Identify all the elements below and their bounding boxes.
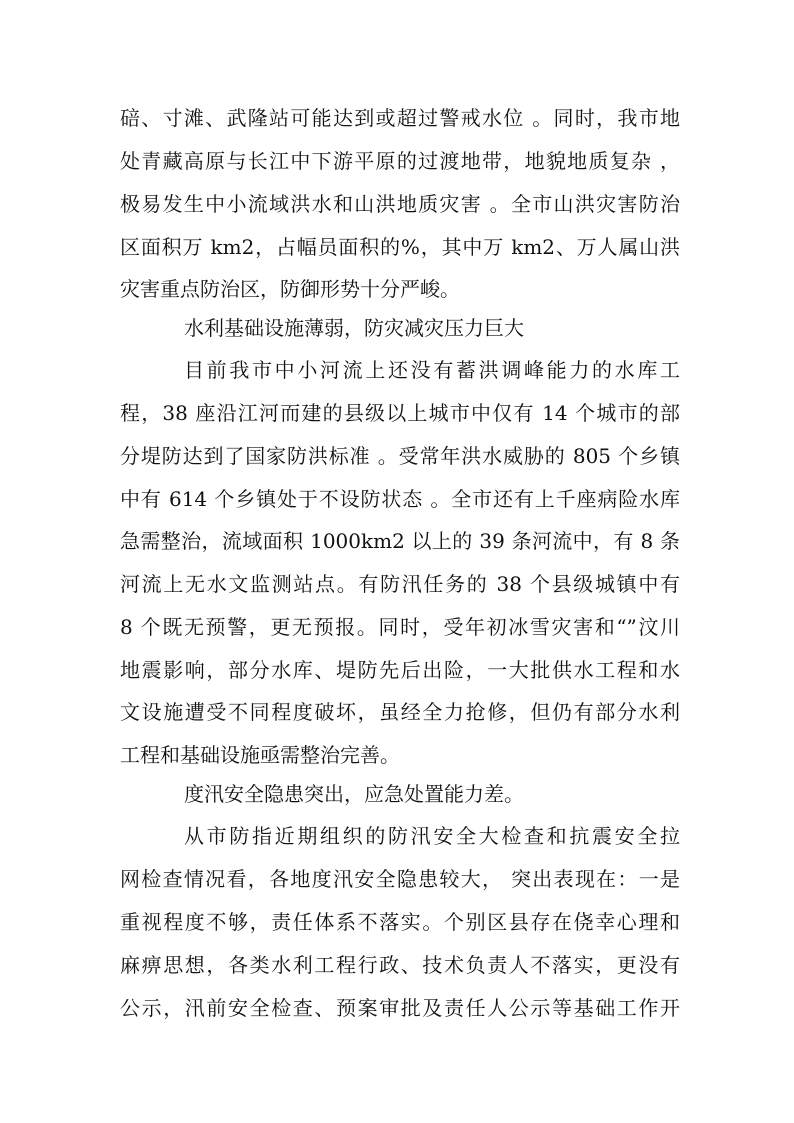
text-line: 碚、寸滩、武隆站可能达到或超过警戒水位 。同时，我市地 <box>120 106 680 130</box>
text-line: 区面积万 km2，占幅员面积的%，其中万 km2、万人属山洪 <box>120 235 680 259</box>
text-line: 重视程度不够，责任体系不落实。个别区县存在侥幸心理和 <box>120 910 680 934</box>
text-line: 处青藏高原与长江中下游平原的过渡地带，地貌地质复杂 ， <box>120 149 680 173</box>
text-line: 8 个既无预警，更无预报。同时，受年初冰雪灾害和“”汶川 <box>120 615 680 639</box>
text-line: 工程和基础设施亟需整治完善。 <box>120 743 400 767</box>
text-line: 麻痹思想，各类水利工程行政、技术负责人不落实，更没有 <box>120 953 680 977</box>
text-line: 公示，汛前安全检查、预案审批及责任人公示等基础工作开 <box>120 996 680 1020</box>
text-line: 河流上无水文监测站点。有防汛任务的 38 个县级城镇中有 <box>120 572 680 596</box>
text-line: 网检查情况看，各地度汛安全隐患较大， 突出表现在：一是 <box>120 867 680 891</box>
text-line: 文设施遭受不同程度破坏，虽经全力抢修，但仍有部分水利 <box>120 700 680 724</box>
text-line: 极易发生中小流域洪水和山洪地质灾害 。全市山洪灾害防治 <box>120 192 680 216</box>
text-line: 地震影响，部分水库、堤防先后出险，一大批供水工程和水 <box>120 658 680 682</box>
text-line: 分堤防达到了国家防洪标准 。受常年洪水威胁的 805 个乡镇 <box>120 444 680 468</box>
text-line: 灾害重点防治区，防御形势十分严峻。 <box>120 277 460 301</box>
section-heading: 度汛安全隐患突出，应急处置能力差。 <box>184 782 524 806</box>
section-heading: 水利基础设施薄弱，防灾减灾压力巨大 <box>184 316 524 340</box>
paragraph-first-line: 目前我市中小河流上还没有蓄洪调峰能力的水库工 <box>184 358 680 382</box>
paragraph-first-line: 从市防指近期组织的防汛安全大检查和抗震安全拉 <box>184 824 680 848</box>
text-line: 中有 614 个乡镇处于不设防状态 。全市还有上千座病险水库 <box>120 487 680 511</box>
text-line: 程，38 座沿江河而建的县级以上城市中仅有 14 个城市的部 <box>120 401 680 425</box>
text-line: 急需整治，流域面积 1000km2 以上的 39 条河流中，有 8 条 <box>120 529 680 553</box>
